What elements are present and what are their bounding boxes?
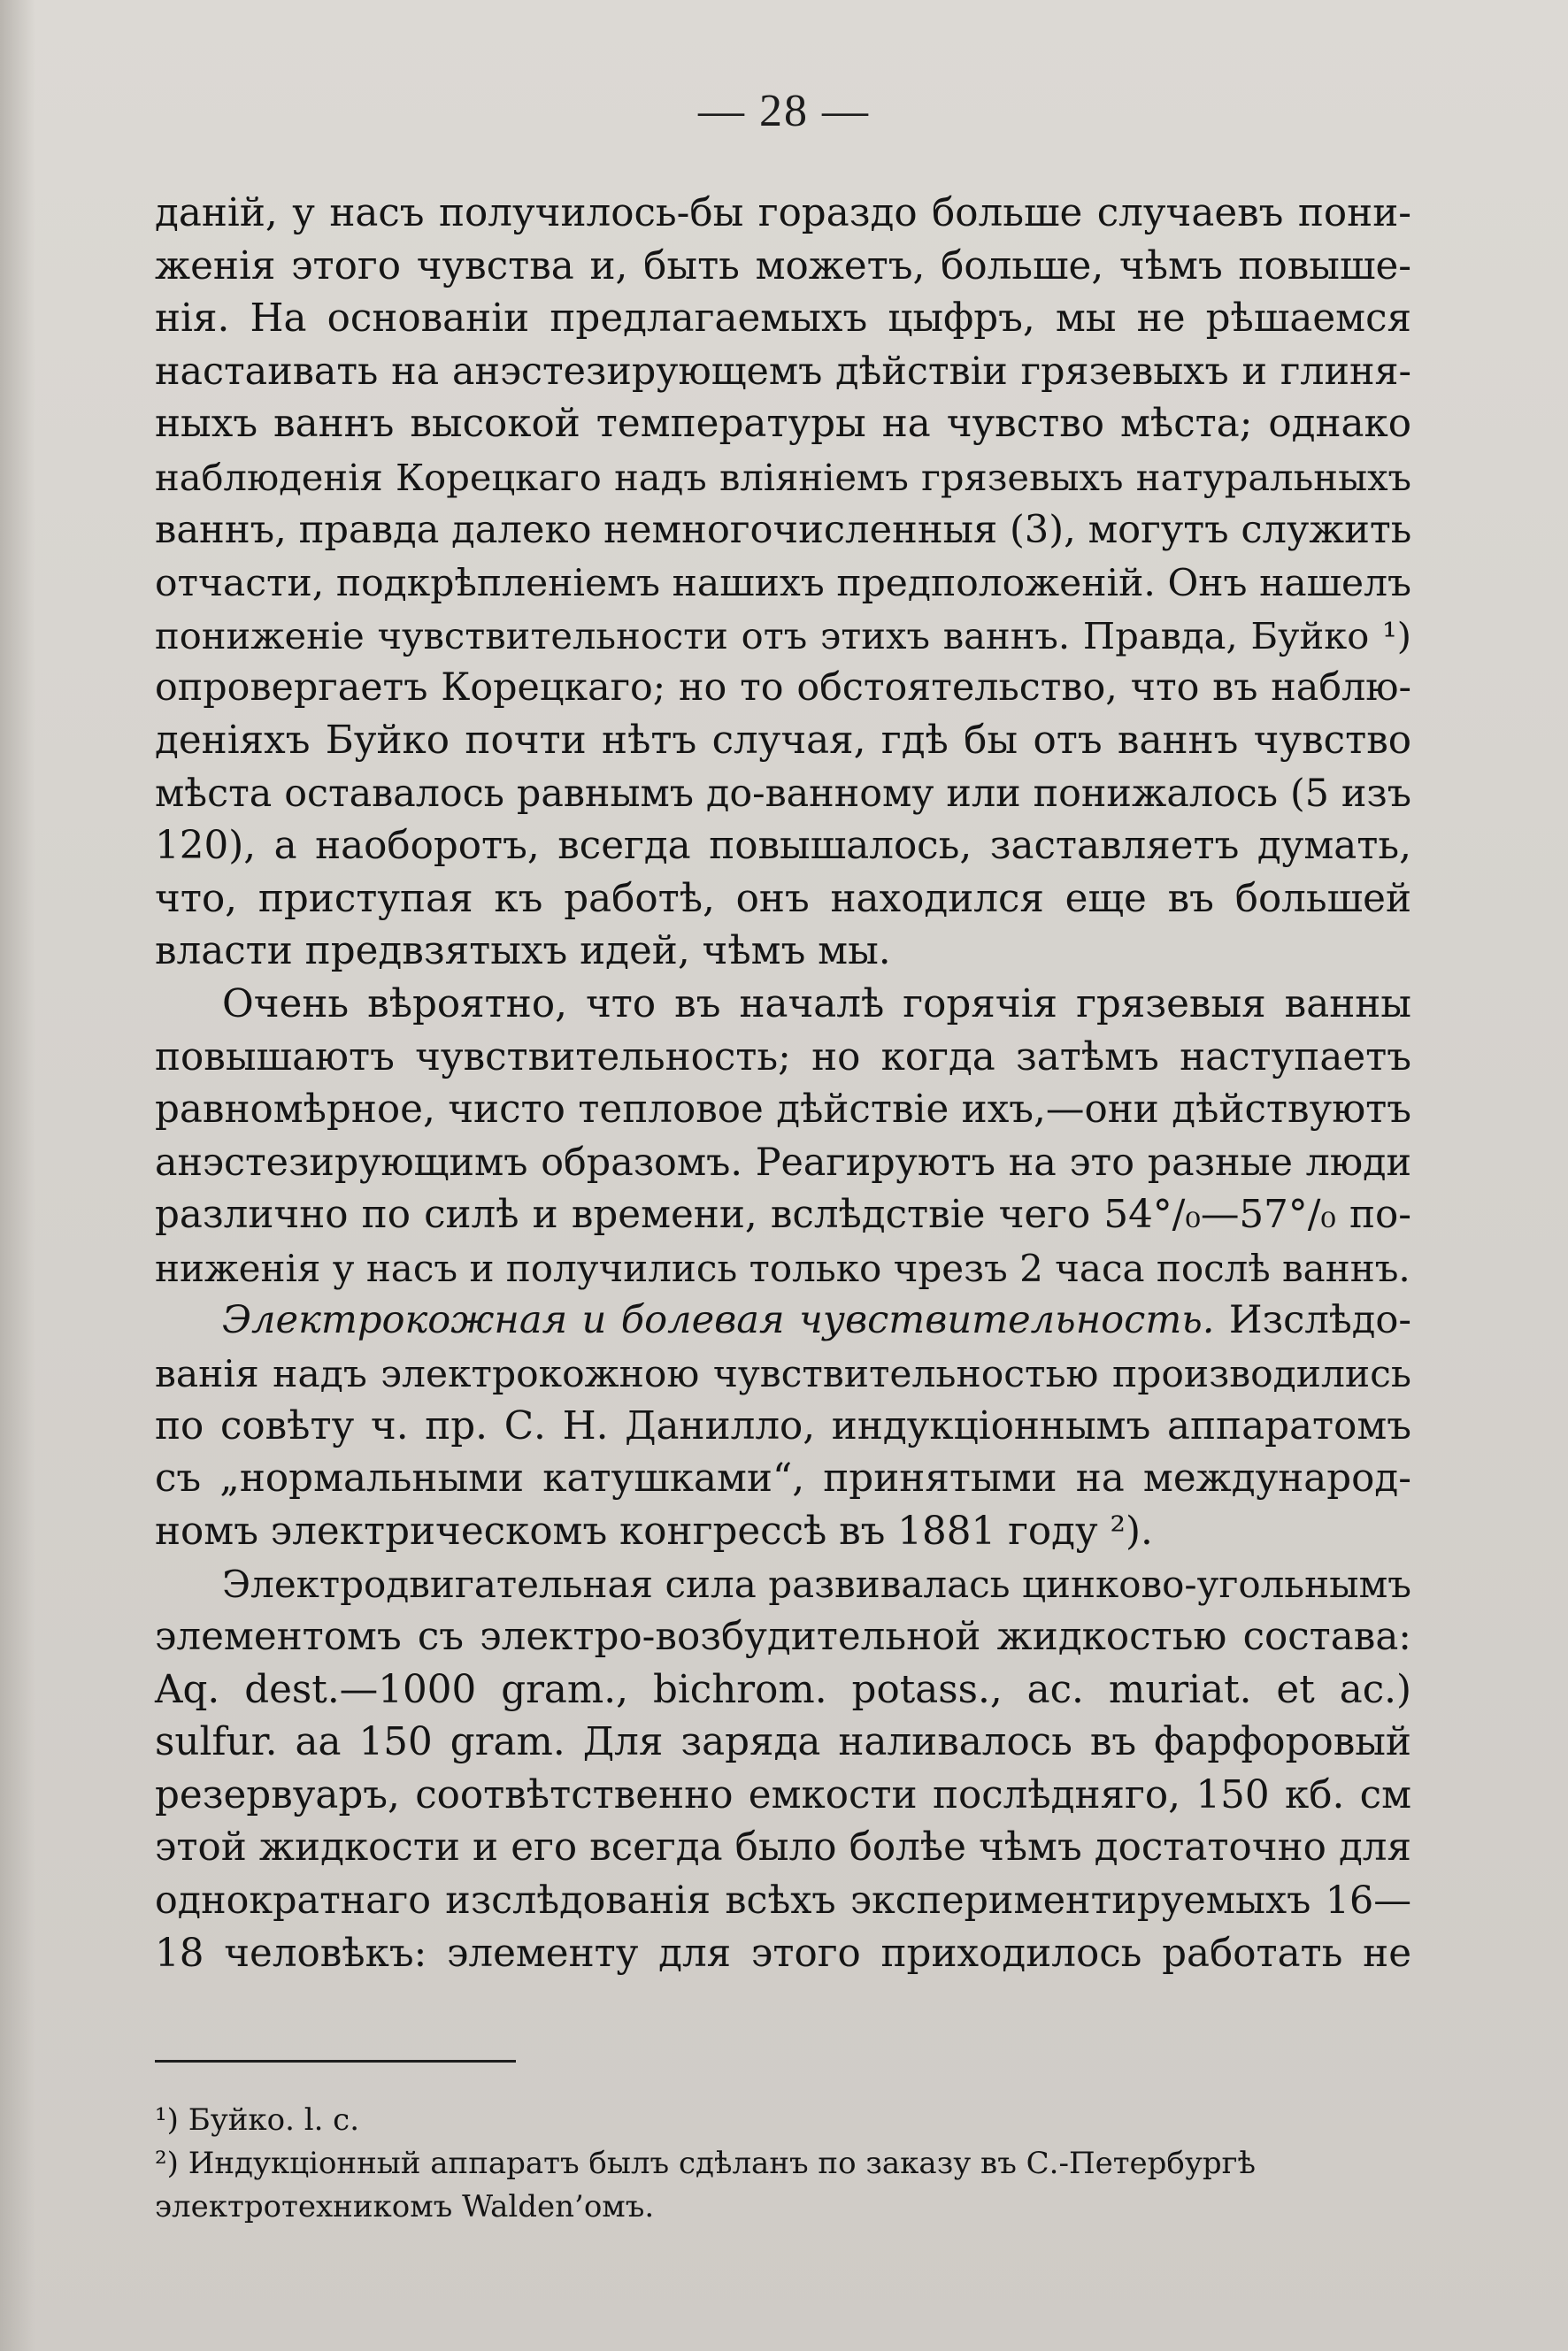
paragraph-3 [155,1295,1411,1558]
text-fragment: Изслѣдо- [1228,1298,1411,1343]
footnote-divider [155,2060,516,2063]
text-line: ванiя надъ электрокожною чувствительностью производились [155,1352,1411,1396]
text-line: анэстезирующимъ образомъ. Реагируютъ на это разные люди [155,1140,1411,1185]
text-line: различно по силѣ и времени, вслѣдствiе чего 54°/₀—57°/₀ по- [155,1193,1411,1238]
text-line: женiя этого чувства и, быть можетъ, больше, чѣмъ повыше- [155,243,1411,288]
paragraph-2 [155,979,1411,1295]
page-shadow-edge [0,0,35,2351]
text-line: равномѣрное, чисто тепловое дѣйствiе ихъ,—они дѣйствуютъ [155,1087,1411,1133]
text-line: ныхъ ваннъ высокой температуры на чувство мѣста; однако [155,402,1411,447]
text-line: Очень вѣроятно, что въ началѣ горячiя грязевыя ванны [222,981,1411,1026]
text-line: номъ электрическомъ конгрессѣ въ 1881 году ²). [155,1509,1153,1554]
text-line: 120), а наоборотъ, всегда повышалось, заставляетъ думать, [155,824,1411,869]
section-heading: Электрокожная и болевая чувствительность. [222,1298,1215,1343]
text-line: Aq. dest.—1000 gram., bichrom. potass., ac. muriat. et ac.) [155,1667,1411,1712]
footnote-1: ¹) Буйко. l. c. [155,2102,360,2138]
text-line: повышаютъ чувствительность; но когда затѣмъ наступаетъ [155,1034,1411,1079]
text-line: опровергаетъ Корецкаго; но то обстоятельство, что въ наблю- [155,665,1411,711]
text-line: этой жидкости и его всегда было болѣе чѣмъ достаточно для [155,1825,1411,1871]
main-text [155,188,1411,1980]
page-number: — 28 — [698,86,870,136]
text-line: наблюденiя Корецкаго надъ влiянiемъ грязевыхъ натуральныхъ [155,455,1411,499]
text-line: ниженiя у насъ и получились только чрезъ 2 часа послѣ ваннъ. [155,1246,1410,1290]
paragraph-4 [155,1558,1411,1980]
text-line: резервуаръ, соотвѣтственно емкости послѣдняго, 150 кб. см [155,1772,1411,1817]
text-line: однократнаго изслѣдованiя всѣхъ экспериментируемыхъ 16— [155,1878,1411,1923]
text-line: денiяхъ Буйко почти нѣтъ случая, гдѣ бы отъ ваннъ чувство [155,718,1411,763]
paragraph-1 [155,188,1411,979]
text-line: элементомъ съ электро-возбудительной жидкостью состава: [155,1615,1411,1660]
text-line: sulfur. aa 150 gram. Для заряда наливалось въ фарфоровый [155,1720,1411,1765]
text-line: данiй, у насъ получилось-бы гораздо больше случаевъ пони- [155,191,1411,235]
text-line: ваннъ, правда далеко немногочисленныя (3), могутъ служить [155,507,1412,552]
text-line: 18 человѣкъ: элементу для этого приходилось работать не [155,1931,1411,1976]
text-line: Электродвигательная сила развивалась цинково-угольнымъ [222,1563,1411,1607]
footnotes [155,2099,1411,2229]
text-line: мѣста оставалось равнымъ до-ванному или понижалось (5 изъ [155,771,1411,816]
text-line: съ „нормальными катушками“, принятыми на международ- [155,1456,1411,1502]
text-line: что, приступая къ работѣ, онъ находился еще въ большей [155,876,1411,921]
text-line: настаивать на анэстезирующемъ дѣйствiи грязевыхъ и глиня- [155,349,1411,394]
text-line: власти предвзятыхъ идей, чѣмъ мы. [155,929,891,974]
text-line: пониженiе чувствительности отъ этихъ ваннъ. Правда, Буйко ¹) [155,613,1411,657]
text-line: по совѣту ч. пр. С. Н. Данилло, индукцiоннымъ аппаратомъ [155,1403,1411,1448]
text-line: нiя. На основанiи предлагаемыхъ цыфръ, мы не рѣшаемся [155,296,1411,342]
text-line: отчасти, подкрѣпленiемъ нашихъ предположенiй. Онъ нашелъ [155,561,1411,605]
text-line [155,1295,1411,1348]
footnote-2-continued: электротехникомъ Walden’омъ. [155,2189,655,2224]
footnote-2: ²) Индукцiонный аппаратъ былъ сдѣланъ по заказу въ С.-Петербургѣ [155,2146,1256,2181]
